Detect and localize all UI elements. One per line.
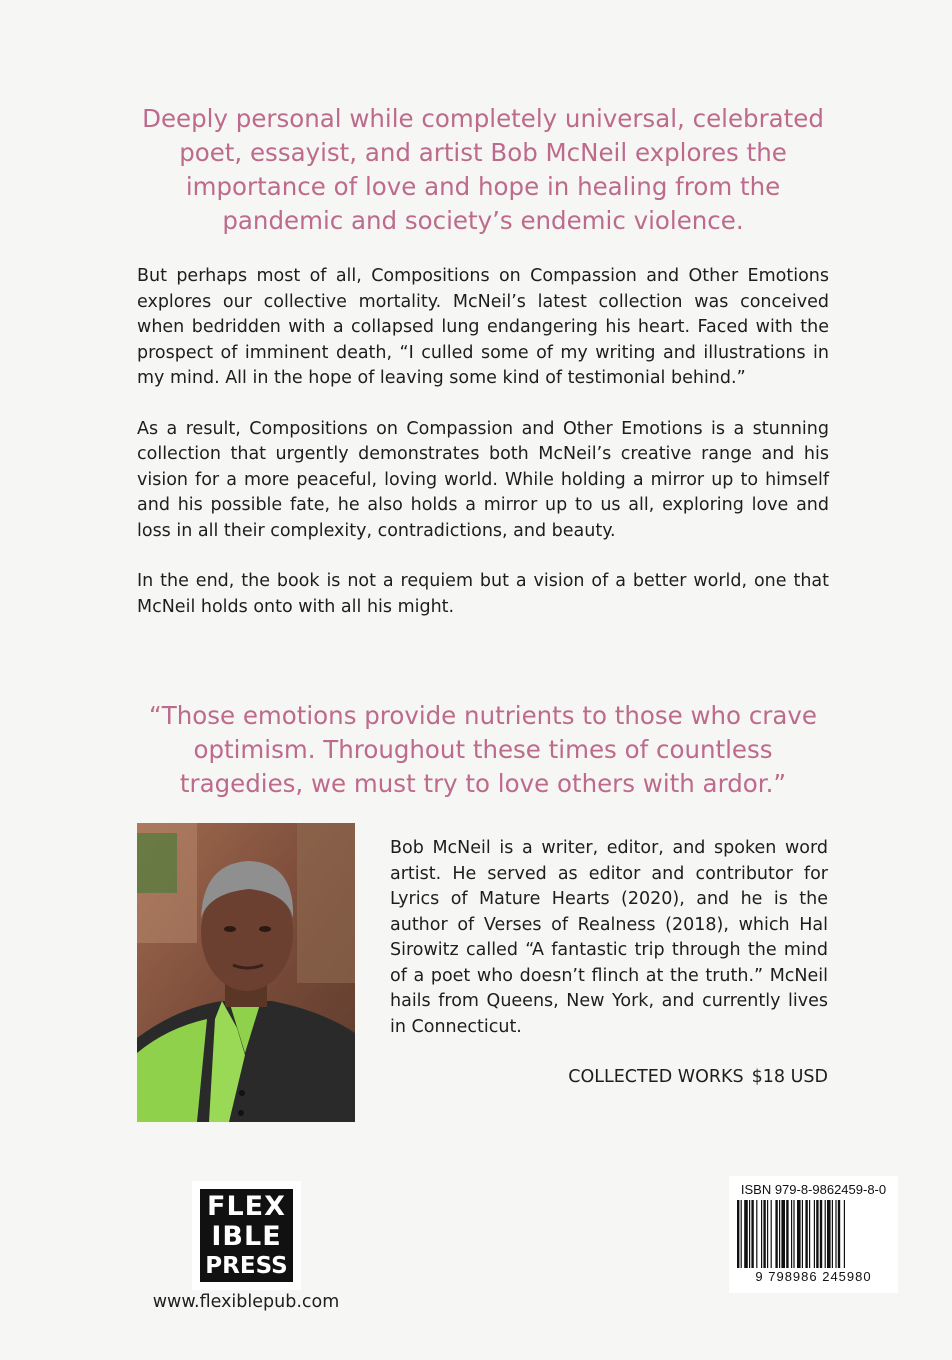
author-photo	[137, 823, 355, 1122]
barcode-bar	[832, 1200, 833, 1268]
price-amount: $18 USD	[751, 1067, 828, 1087]
barcode-bar	[791, 1200, 792, 1268]
isbn-label: ISBN 979-8-9862459-8-0	[740, 1182, 887, 1197]
paragraph: In the end, the book is not a requiem but a vision of a better world, one that McNeil holds onto with all his might.	[137, 571, 829, 617]
barcode-bar	[786, 1200, 788, 1268]
barcode-bar	[805, 1200, 807, 1268]
barcode-bar	[744, 1200, 748, 1268]
logo-line: IBLE	[211, 1221, 282, 1252]
barcode-bar	[763, 1200, 765, 1268]
publisher-website: www.flexiblepub.com	[152, 1292, 340, 1312]
barcode-bar	[756, 1200, 757, 1268]
barcode-bar	[741, 1200, 742, 1268]
barcode-bar	[779, 1200, 780, 1268]
barcode-bar	[838, 1200, 840, 1268]
author-bio: Bob McNeil is a writer, editor, and spoken word artist. He served as editor and contributor for Lyrics of Mature Hearts (2020), and he is the author of Verses of Realness (2018), which Hal Sirowitz called “A fantastic trip through the mind of a poet who doesn’t flinch at the truth.” McNeil hails from Queens, New York, and currently lives in Connecticut.	[390, 838, 828, 1037]
description-body	[137, 264, 829, 645]
barcode-bar	[802, 1200, 803, 1268]
author-quote: “Those emotions provide nutrients to those who crave optimism. Throughout these times of countless tragedies, we must try to love others with ardor.”	[149, 701, 817, 798]
barcode-bar	[844, 1200, 845, 1268]
barcode-bar	[809, 1200, 810, 1268]
barcode-bar	[797, 1200, 801, 1268]
barcode-bars	[737, 1200, 890, 1268]
barcode-bar	[771, 1200, 772, 1268]
paragraph: As a result, Compositions on Compassion and Other Emotions is a stunning collection that urgently demonstrates both McNeil’s creative range and his vision for a more peaceful, loving world. While holding a mirror up to himself and his possible fate, he also holds a mirror up to us all, exploring love and loss in all their complexity, contradictions, and beauty.	[137, 418, 829, 541]
category-label: COLLECTED WORKS	[568, 1067, 744, 1087]
barcode-bar	[751, 1200, 753, 1268]
price-line	[390, 1067, 828, 1087]
barcode-bar	[825, 1200, 826, 1268]
barcode-bar	[737, 1200, 739, 1268]
barcode-bar	[820, 1200, 822, 1268]
barcode-bar	[793, 1200, 794, 1268]
isbn-barcode	[729, 1176, 898, 1293]
logo-line: PRESS	[205, 1253, 288, 1279]
barcode-bar	[814, 1200, 815, 1268]
barcode-bar	[761, 1200, 762, 1268]
paragraph: But perhaps most of all, Compositions on Compassion and Other Emotions explores our collective mortality. McNeil’s latest collection was conceived when bedridden with a collapsed lung endangering his heart. Faced with the prospect of imminent death, “I culled some of my writing and illustrations in my mind. All in the hope of leaving some kind of testimonial behind.”	[137, 266, 829, 388]
barcode-bar	[775, 1200, 777, 1268]
barcode-bar	[835, 1200, 836, 1268]
publisher-logo	[192, 1181, 301, 1290]
lede-pull-quote: Deeply personal while completely universal, celebrated poet, essayist, and artist Bob McNeil explores the importance of love and hope in healing from the pandemic and society’s endemic violence.	[142, 104, 824, 235]
barcode-bar	[767, 1200, 768, 1268]
barcode-bar	[781, 1200, 785, 1268]
barcode-bar	[816, 1200, 818, 1268]
barcode-number: 9 798986 245980	[755, 1269, 872, 1284]
logo-line: FLEX	[207, 1191, 286, 1222]
barcode-bar	[749, 1200, 750, 1268]
barcode-bar	[827, 1200, 831, 1268]
